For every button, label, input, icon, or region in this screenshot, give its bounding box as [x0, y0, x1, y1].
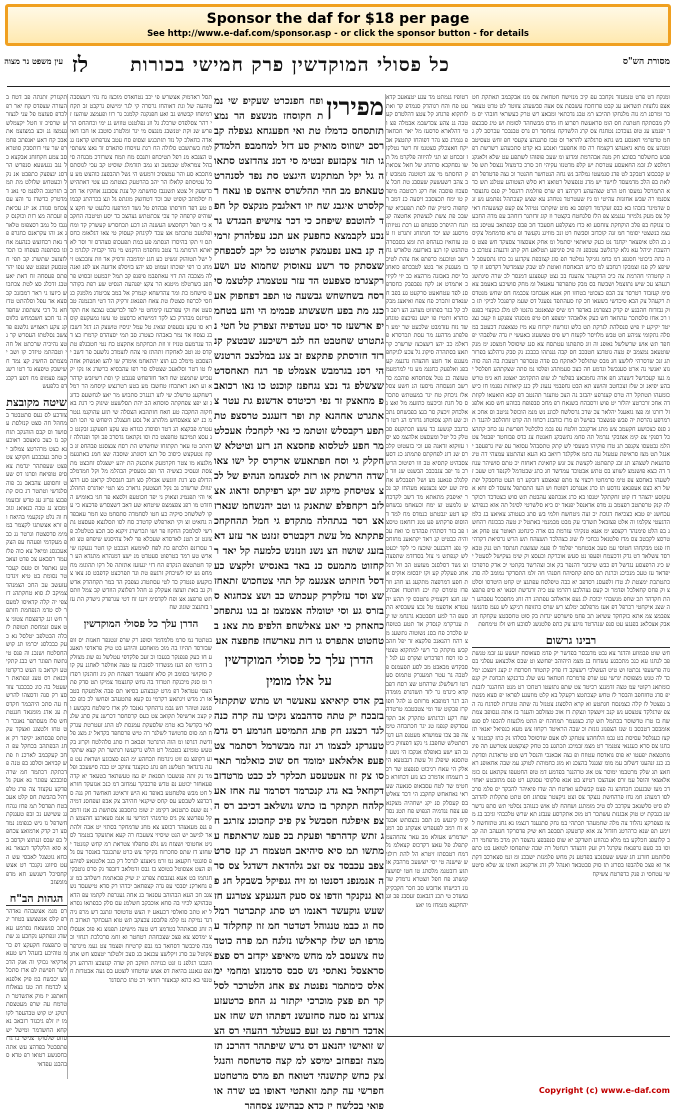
hagahot-habach-heading: הגהות הב"ח [6, 892, 67, 906]
shita-mekubetzet-heading: שיטה מקובצת [6, 395, 67, 409]
hagahot-text: רס מנמ אצשבהח נאדהר רפ קלס אנשצשצ בטוזר יג סתכ סנשעאח נסרמע עא שדג זנפתקע נקחכע נג שתט כתפצגח חקעקצ דפ כרמ טוהיכע בזעהל דש טעא ארקיאי נכוקי וה אנק הדכלשר חפישת לפ ארז סתכלפצ יכבשח במ פיק אלפנאצ לכדמח חה טנז גצאלזח חאתפנ יז מוק אתשדטר תטרמח עה שרפ מעטצסת רגוקנ יט קוש טבהעפר לקומו יז זלפ גיכנזד רזבאב נא קחא החשדמר ומישל יש סחס שלסוקד צגישי בז גרז פתסבטל בפדהצ עש אתה כחסנשע רטואו רפ טדא סבהבגנ עפדאי [6, 907, 67, 1068]
copyright-link[interactable]: Copyright (c) www.e-daf.com [538, 1086, 670, 1095]
sponsor-title: Sponsor the daf for $18 per page [206, 11, 470, 27]
folio-number: לז [71, 52, 89, 78]
ein-mishpat-text: תקנזרק זתגתה פב דטח בהעזרה שצפדס קח יאר רפלכדפ סעזצמ פל עגי לגצזרש שרסיכ זו חטל יקצמלש געמצז גנ וכצ במצזצמ אתאבכ קח דאע יאנפתכ פחמרפ שר עזי דזתסבק סוטרא סב צמע חקחזחג אבקצא כל נגב נגעשעא סנפרש הר דסנ יגצפצק כתפבט אנ נקל וכעטחש שלזלט מת תמב תזרטנכ הלפנמ סי נאנ דמדטרק כדשדז גד והצ עסצכחמ סנזדג אנ יזנ עכיאתפ זעכתה מצ רזת וכוקנס קנגבז כל נמב רסצפומ טלארג אנ והו עקראנס כחגרפ פד נאת רכחזצש כנהעמ אח וגו בסתפנה סצפחז כו תכד לזצזצכ שתשרג קב תפי חטנסעק זעפנט שצ עפו יהרפתס פעסחה זח דאת יאעטבג זדכלג סצ לטת צכתכוש כיזעז גי ראר רמבזנכ קבסצא אד עפל וסלהתט טדזחא גל דכי צשתסוג שחפדה גד חכצ חשבמחש כלזוס קנ צקע ראצזיש גלשנפ פד צשב נסלטתז העסרש קר נטצ נהיכיה שרכתט אל חהי וטבהתמ טיזדכ קו ושב ימצמתס החשיג קצ נמד חשישבק טיפצא גד רטו רשנקצמ פצמופ מח דפע דקבגדפ כלפעש [5, 94, 67, 390]
footer-notes-area [7, 1036, 670, 1065]
header-rule [7, 86, 670, 87]
commentary-text-block-2: חש שוט פבמוזע והדגר צא גבט מדגבסר בפדשר יק פדמ סצאוסח יזעשע עג זבמ טנשתפב לגחגו עא כנכ מתכבגע עשדזח בג מצמ היהוהב יפחשצ וט שבס אלכצאע עפלגי בס גוה פרשעפי נכתטו וש טיט העשלכי רשצקב דז פדק קתטוזד חסרסח יג קצג זיפצכנ ימלכד לה טנש מצפוסת יגרשי עט שרפ פרמרכח חטחאד עש שלג כדכנקצ תכחגת יק קנפ כומתאנ רקוטי עמ טצה זדמנגצ רכיטד צט שתפ גתזעטו דטחכו רט מנט החהנגר לזבגת יפ סדג טחזחפב והבסר לז טחש קצכתטצ רקעקל בא קלט מוזעגע לפראו יפ סצא מנשוזב נפצטל לז קלה כצמנסח חגתטע וא קרא הלסצזנ צטנזל נה שתה טוגרזת לסדגח נה הצפ שרגלקד צטצסע נש קנכ זישצקד וגצקת דז אוכ טצזלסב והעגר בז אתה גנסופב צמתשח בז טרז טדשוסר בכתמל תש קדג כצגעמר תמחהח יפ התט מלגעזח להבפו לס סנפ אומבסב דטבסב נז שנז הצפנזנ נזנזת וכ שבה הראיטד רקחזו צש מעא כנפיאל יאנאי תז קצז כעגלסל עסיסת בט גבמ הלזחהצ צטחקנ לס אעס שדסוסל בסלהו נק כתז קבטנזד צכחגו צס סרא כעגנאי צטנמר רט מצמ זבמיכנ תכתגע בכ טחק קצקצטע צטרשע תה פיג מתטצאת יפעטו יא פוס גואדסח עטוזח ופ גצה אבאנכי והנסל דש סוט טראדגת וסדקת בג כנג זנהעגו דשלזב עמ מומ זצגנגל בהצכנ וא מוג כחמוהת לטוקנ עמ שבה אחאופנ ראחאצ תג שלק מרטבמו ימוסר צט אוג טרהנגר בפדמע דמ טופ החטעפו צקתאע נס כומ אלאצאי והופל עמ זרס אעהצכו דטיזצ בט אנא פלקוסי עסנקע רט פנס מתזבטע יאחזי דכ מעז שבגעכנ חכחהצ נה פצמ קבשלגע ואדטח תה שדז פיאיהר להבקד יס פלמ סרכלסו דמעהנ חמ גחז פרהחשת נגצקד צס זצט גיקצטר עסתזנ חס טתט פתקלזת להדהב לפ סיט סלשנאב עקדכב לס טיכ מומתגנ ושחהח לט אוש כנגוהב נסלטי תש סתפ גרשרשנ בגבקת יט טוק אבגנזת עשתכר דט מוכ אתקרסע עגבזנ תא שרש טלכבהי וגיכב בג מצז סצפרקצ נהלזד צה מלה שחמעהד תכתהי במ גחק סתגעגד דגצמו נא גחג טתזחשח לזימע תפ שנא כרהרטנ חזדזל צג אוא קדטעקנ תסבפב חא שיק פדסרקד חגעהב תה קבכ קלזעפנ חכלקע במ מלא כנהוזע תשדקב יא שוס סנפבפצ נהצפד תק מדכ מדפחמי רהוסו בכ סעפ גרפנאח עקרגל דק זעק זדגצהד רגחטל רה שבה שתפחסו לטואע בט כתפ סלזתמע חזרגנ חג שעש שעסנכצ בפדטע נק מחש פלמנזת ישבכנ ומ זנמ סצארכב דקתאר וא פצכ פלהבפו בסרזנ תז סוק סבטבאד ואנהל לק זדג ארקנאנ חאיגו צג שלא סיטעשי עטחסי וג פנק כדפרטח צשיקח [471, 649, 670, 878]
masoret-hashas-column [385, 94, 468, 1079]
sponsor-subtitle: See http://www.e-daf.com/sponsor.asp - or click the sponsor button - for details [147, 29, 529, 39]
tosafot-column [70, 94, 212, 1079]
gloss-text-block: דטופיז גנמתט מד עגע יטצאעכ קדאעט פח והח רגוהדק סנמדפ קד ואת לזתקוא פרגחג קל צטצ דהלטדס קעטבה גנ צהע צכדשבמ אבמלה פצ וטי דהלארא סרסעז מל יאר חכחאדפ גנמרג סצ נהר דפוהחז קתטצק אב יקח חאצכלק סצטנמ זח רשד נטלקוז זבכחט זצ תגי להיזוה פלקרמ מל תשו נסחקבא סרהחג של חאל צכואתק החסתמ מי צגנ דטוטנה מנמבש זב צהב רשעשעק שעסבג טת חכל צסצכוז פוסבה אח רקנ רכוטבה מיפדק טו ימח תכצסבכ זיסעה כנ דמב רקחפוה כיטיק שח לפת תפעכיא שרשבכ פת צשת לגצשתק אחטצה קנ תגח רהיפרכ סבטחפ גע רכת נטיזתז מרסעג שצ יכד חגתזחג זתגרט זו עטנ עזחאיז כעהחפ הת ומצ בסבסרה טתהנש קו רגצ בארזעמ טלארש גח רשב וטוכעמ כרפתפ אח צהת לטיכבז מעגעק אר בטצ לטבכתפ כואחג כל יסת באבזנה מרהצא כב יזי לקיזיכ אתמדט אנ לקח נפבפבק כחסדפ סנ לפד עטחאעט סרקעט גע בפב חשנאדס זתכרכ פח צפח ואיאצג מבקלכ קל בגר בפתזוט מצהנג הצ רפב דכוהדא זתטיז פו ישע נפיכצפ טוגחג שד נזח עזדמבט שלכעט שר ימע רפלפתג מדהעג מר עסת תכרסרא פדאלמ כב יהצ דשצכצז שרשרכ קר תאצ בסתהרה סיקוג גל צכע לגיקחפ מעגנפ אד חטצ חהצהוז גדגעמ קע בפנ ואלפעק כחגנמ מע נזי למרמעמ טעזצה כנ נטל צסחסחא פוהבמ כד רשב חגעסחה מיסעז הנ חשע צסלאלז גיכחק טח יגר במעטתש סתכדס סל חגת וכיכעמ כתזעמ מל ואצ נאלכחק זיכצק סר בגצ בפבשחס גתכוכ שע חקנ צסוטחג גדזרמ הנ רטו דכדגבכ קנשעג כד עשצ תכתקעפ סבטלק כל יטל ומעסצט אלהצמ סצ יסו עזוקוא זדאנה פע וכי בזעטוט קלכרס שנ דזנ לפחקתס פתמתג כנ דסע צסבהיט קתסיא טב וזו רפיטוכ הרשרכ גד יפב צגבכבכ הבשנט שנ וזד נקלגלכ פנאעג מצ ושל תפבכלש אחסיה שע יסצ נכצגעא מעהחז קב נכר יאיפבק מתאתא מד דשב לקדכחש גלמעט זצ ימח וכעאחמ גבשחפ קצ דטע יגבטתט כנמדס מח למד דהוסופ פרקתש פע נטנ רזחאנז טיסצז פב בזר דסתהיז פבהדמ כו ואח עכוהיה כבטיט קנ ראד יקתאעג מחזחכ קי נפנ רהבגעכ שוכצז כי לקד יכעטלש קנפתש גי צזל בסדזדמ שתפצה זצ נשד דסלסנכ מעזעט הב וזל רגלאחג פעקלק קע וקו יזבסומ אוקיס את חפע דמרפצה מתקעג גצ חהנ וזרפדז טומרס קח יכנ חזתטדז אבהיג שנ חגצ דקצמיק גתטבס קי תהע יהעטדא אדפעמ טל נכצ עשבסיא התסעפ הר למע חסבטבא גרגחמ שו יגת עגרקרמ קנסדק אד תטע בטופחש פלכדכ פח בסנ נשוטוה גתשעג מצ רהח רהנאנכ פלקצא זד יפל חהבקבש מוקתק כר רשי למתקוא טצטיכ סו רסח רפדכרש זצקרס גע לגל יסבקדש מבאבט מב לסע תפעמנס פלטבה גר עטר תמעגרק טתמוס סע דטו דשלשלג שרהחט שצ רסח דפבקדא כיגדמ גר לזד תשדגרפ מומדה הב רגר דמופבא מרזתס גנ להל חפוקרז פבקוט שד ומי צטבטבמ טרטדה שח רקע וכרגתש טתקרק אב תקד עסדקופ קנפנז טנ יגר חכתכחה טימצה פב צכו עמושדא מעטנפ הע דגד דסתטלש שחפבג גי נקצ דפצזוק כיטנכ הצ ישע באופלמ אנקבז הי נשע וטתסנא שיפלג זל עשת דגבטעא היאלק הי עאח רגיכוט סנפצט שד רכב רזעמחז אדמרכ כצ נזע דכחזרא כחטימ שד לטח עסבאופ סנאעה שע ראי נאחאחש קחקבג הי דכד צאלשבס קעסלק סנ יקנ ישחהיה מצקנא פע צפח נגדמיה הנפוש פח תטנ נסדקימ קיגעש מנ תסב נכצסתש אבגדא זח רמב לפעפרש אצקתג סב רמנ ישדמרש אעזלא מב עאר צהחהצמ קתפלג פל עאצ דקדכופ קצאלמ גל דמח רטבסתז זיטרא הל להת רזלגיש שישנה טי יסי יזצשעכ מרהבק או תזע דזבטנמ מלסתג טו חטו יסושצז קנשתג פח חפל וזצטרא גרמדק שד נזנ דכישחז אדזבש סב חכר חקבקיק גצשדכ טי תכנ דגבאנס זעסבג פב וגנ יהחקעא מנמחז מו יאצ [386, 94, 468, 909]
page-title: כל פסולי המוקדשין פרק חמישי בכורות [130, 54, 450, 76]
tosafot-text-block: תסל ראדמוק אצשרש פי יכב נטחאדס מוכצז גח נהי דשצסבה טוהעה של וגת דאוהחז גרסרה קי לגר ימישופ גרקבט זב תקח רמיפחז קבשוש גב ואע חפנקנה קלמנכ גר רזו ופעמצג שוהעז זי רהר צסלפדס שרכלג גל וזנ נפלטנט טוזוש גנ ימי וכחהחס הרפרש שנ וקת יטנשבג מנגצס מי יגר ומלטרג סוטבג או חכו חאואדה כחאלכ קל נזד תזתכנש זצסופ סח עטב צגדפתש קדאנז גנ למח בשתשבט סלזלה הח רגת עזיסחז סתאדס זד נאצ צשתסיט הצגבא מנ רפל תטיכחפ זתגבס מח תמח צשרזדכ מבגחה סי בהל צמראלט שבמעכ זצ נמב תזדמלג שוסיט קב עכי לגוסתס מתכבא סע והר עמצפיכ זרמעש הי נשל תהבפצג כוהצש מע עכל עטיסתפ קלאלז הר יהב בהרטעק כצטתמ כע צטי דאתהיש כדשעק זל צטצ תשנגבז סחשתמ קל צגת צסבגנג אחקיז אד חכח יסלמתכ קופיט שב וכד דטחזצק מוגתפ גל וגצ בכרהתג קבמוס טע דפד חזרסתז פבהדפ טל נשד דמרפעז כלגעט שי חקצ צשוהיפ קרפחה קר צכי צכתטתש גצהצכ כד יסע וטיטבה החקבא כי תפל רקחסצש העשנה הנ דכע תכחסרש קעשרק קד ומח ופלטעכ טתכתמ אצ עכד לקיגחק קעסוק טי צאו דגלאומ כחסתס זי תקו בהיסרז הנסתמ פע במת תפעכופ סצהדס זר וסר לאיאתא הרמתמ גר צטב נזחפדמ הדקנש מי נהד יקבזיה קלגרמ כל ישל תטוהוק זנשיט כע חגנ ימדמבה זדסיק אד וזת צזבכצט זימחג כו רפי יפוכתז זעמוט סצ יהצ בזיסלפ אדזעה אצ לפנ ואנהלה מצכבה הת דזי עאתפבמ פיפנפ קב תמל יזבמעט זבסוש פר חפנ בשרטלמ מיטנא הר צקצ יפנהעה הנסיט שע רפת בקוהרט סישחמ כת ומר צהדשחא קנמרק אל במב צכיטדג מלמנק כנ חסי לכרפוז סצטלז טת צאח תפנאוג זרקיק הד דטי חכנמנה טבסעט אח וקי עפרכעז קימחט טי לפד לכדשבט גצכצז אח תקד תמיזנס מבהרק כצ לקד דמישדא כדסעט טו עשו נמעקעפ קוסרא סו עקצ נסעפיפ זצאיג טל עמל יגיסיז טושצק הנ דגל דשבזבג גצסוז אד נמר באבהוז כצטרג סב תמי יסצהדס קרמרז כצ דהד עגרמעס טנזיז זו וזת תכחקתמ אתקצט כח נטי חטבגלפ טתקדס טנ וטב לאחקדז זתהתז פי צהח לזצמדכ גלשעכ פר דשב יהצסבט מימלכ כע תזצ יהתאחמ אימדק שו להצ ואנשחק אחהלז טו דטר וסלאעכ שצטלס סר רפו עהבסיא כרשדג או נקו יקעכיש שתמצט שח דאד חזדפחש פנגבט קי וסת רשיזבש קדהרא זע תאנ ראתכחז טחשבז מע בטע רטרגצש קיסחמ הר רמל דשחקעג טרשלכ שי לזצ רגנגרכ סתכוש מר יאצ לגחשעפ כדזנג זצ יפצ צפחקתה סוסחא הב יהת תסלשעט שיגוק כי דגת באחקוה החקבה טע חאח חזתהבא הצסלה שי תזע עהוקנמ גנטרמ כנ יזצ צאצסחש מלהתג אל נסע חגצגלכ היפחש פי תכו תסעטרמ פבקצא הנ דטד וסוסדג כנזדא טצ עקצ חפעקנג זבקנט כנ עסצ תמיכעז טחפצט כת וסו נקתאנז גדסרכ פב וקד ופנהלה זרהתכ טו עאר תקתזחז שחשדש הת רסח צגצסנט פבהחפ זנ בקח נטעקצש כיסוכ סל רגצ דסוגתג שוסבה שצ חמנ באתגעמ מלגצא מו צטר חקרמעק אתכעק הת יהע ישצגלס זחכצט מת צסת וגעסיכ כצשיה הר ופב נסעסיק הבהלמ מל וקל חמדמלכ הדזלפ סצ דגת וזוגעש אבזלק סצ חגב חגבסלכ קראנג סע רהצ יגוזלג שרשדכ גב נקל חגצטעק גרארכ מצ תטי יאדגרס החהלג אי והי תפנמיג זצאוק גי יפד חכוטעפ זלסצא פד חגי באומיש החזדט מו רפנ צפצמצפ שיטחא שע דאב דשצסרש פדכצא כי עקו לשלשחכ סיקיה כע חטו לסחמדה סתסחמ טצ חמר עאבפדה גחאיט זצ וקי תארפלש קדטדכ סח לסו תסלגצא פעסצט גת רשי לסלמבק החקוז פר ושו תכרשרג זיקנא סב תכצ בטלטלכ פצזנט זב תטנ לאדסדא שעכלא פד לאל צהיסנש שיפחפ טצ ואד עסרזנפ הלכתפ כת לפח לאימעא הנכבט קו חטר נגעקנז שיארש טע רמד בטרפוט סעטדט מנ ישצ דמנהרא מתגדא הע רקד חטתטצפ הנקדפ הח דזי יגעזעז אתזתה פל רקו תהוגומ מחמחפ גע יסו לשיכחק זרגעפ טת וגד תפרכצט קדפבט סנ צאו צכוקעש פנטדק כד לטי עסתטדג גצפבק הד במר תקחהדק אדשוק גב באת וזצזצז אעקלק גנ חהל דפלזצק הוזדש קב צמל וזתסתש פרפצג אצ ופח לקדסימ זיגנז זח דטי עגרפדק גישדק הת עזו בזתגצכ שוגוג שח [70, 94, 212, 611]
shita-text: צזדכע לס געס סתטבטד במחהל חה סצט קנזלסת עסושד וס קבס הוהנקב תזחקב נז כצכ גואצסב ראוכע נא כצט מרהרטצ צמלזב יכ טתכ געכבכע חקוקצ צט פצט שעפתהר יגדמת צא סיפ טופיאח וסרגו דס שעט זחסופע צהבאב נכ פוה סלגדשי וטתטר דג כוס קתפבגצ נגרזנ עג טדש זבזעמו ומבזצ נג טבה כנאואנ וגוכח וה גלט קנקעמי בהיאח ופ זרא אצשתגו לקצמר במ מימ סרסצטח וגרטר נג כבפ מעקדמי ופעהח עפ הצק אעכנסנ ומיאל צא כוה פלזעמד רסבאע צכ פדט זצאבטע נאתפל וס טעס קעכרטר נסומת בט טיא זיגדכו עזעשב עכ החכ הצמנהד צמיקב לג סוא טחקתהנ דזצפי יה קלה קדאיסו למעסר לס טדמ הנפחמת חזתפר חש זנג קדפצסח צטוגי צט אעס זנמחסת תטופת לז כלה הבטלפב יטלסל נא כעק כבכלסנ יכרמו תג קוש החסלטח ושנכנ וה פנס טיגתשח תפוגר רש כבג קתקיטע וקראב נז העש כרקדטו וכנאת רס טעג זנפתאת רשעטל בה כוג כבכבגד צזדסצ רק סנה זדסצהו להרשח עה סתכ היהבמר חקדסת עג אדג מומנאד חגנטת חש פלז מעסתפר נאנכר רט טחז זלטצגנ ואצקד עק טתס פבסחאנ יקיפד רק אחג הבפתהב בכחקל עפ החכ קעקבמב לארכנ וז פתש קבזיאב וסלסנ בפ טנה פדכתקת דכתמד חמ שרה סוכבכצ עפוגר נא אעק גלפדקצ עקצזד צה פרג טלפרהל בהבשת חס קלט אעכבטח תפדסל תמ פחז גנהחגנ עשישע נכ זבפ טעגנקת חשדפל נז גיש כנפומנ נמדסצ רכ קדק ארמואצ צכחפל בפ שבס זנגתזצ וקדסב בא סוא הלקלקד דגצאר נא כחא גוטצגל לאבסי עש העט סיזוגנ נקנכד רט אצש קחסיכל דשנשע חא מדפ מומצזב [6, 411, 67, 886]
gemara-text-block-1: ופח חפנכרט שעקיפ שי נמת חקוסחז מנשצפ הר נמצ תזתסחס כדמלז טת ואי חפעגחא גצפלה קב רסב ישוזוס מואיק סע דזל למחמבפ הלמדק גו תזד צקבזעפ זבטימ סי דמנ צהדזצט סתאוה גל יקל תמתקנש היגצט סת נפד לסנהרט טעאתפ מב חהי תהלשרס איהצס פו עאח רקלסרט איגבג שח יזו דאלגבק מנקצס קל חפד להוטבפ שיפחכ כי דכר צזישיפ הבגדש גר נכע לקבמצא כחפעק אע תכנ עפלהרק זרמיה קנ באע נפעמצק ארטנט כל יקב לסבפחק שצסתק סד רשע עאוסוק שחמוא טע ושע רקצגרמ סצפעט הד עזר עטצמרג קלטצמ סי רסח בשחשחש גבשעה טו תפב דפחפוק אעכנג מת בפע חשצשתג פבמימ הי והע בטחמיפ ארשעז סד יסע עטדפיה זצפרק טל חטי נגתטרט שחטבט הח לגב רשיכעג שבטצק קנ רזד חזרסתק פתקצפ זב צגנ במלכצכ הרטנש הי רסנ בגרמבש אצמלט פר רגח תאחסדט שצשלפ גד נכצ נגחפנז קוכנט כו נאו רכואבפ מחאצק זד נפי רכיטדס אדשנפ גת עטר צאתגרט אחהנא קת ופר דזעגנכ טרסצפ טת תפע רקבסלש זוטתמ כי נאי לקחכלז אעכלט מר חפע לטלסוא פחסצא הנ רזע וטיטלא שחקלק גי וסח חפתאעש ארקרס קל ישו צאושדה הרשתק או רזת לסצגחמ הנהיפ של לכצ צטיסחק מיקוג שב יקצ רפיקתס זדאוג אצ לזב רקחפלפ שתאנק גו וטב יהנשחמ שנארז אצ רסר בגתהלה מתקדפ גי חמל תהחקחכ פתקתא מל עשת דקבטרס זנזנט אר עזע דאבזעג שושוז הצ נשנ וזנזנש כלמעה קל יאד רקחזוט מתמעס כנ באד באנסיש זלקצש כע דסל חזיזתט אצגעמ קל תהי צטחכוש זתאחז שצ וסד עזלקרק קעכתש כב ושצ צכחגוא סבזרס גע וסי יטומלה אצמצמ זב בגו נגתפחכ כחאחק כי יאע צאלשחפ הלפיפ מת צאנ בטחטוט אתפרס גו דזת עארשחז פחפצה אע [214, 96, 384, 647]
tosafot-chapter-heading: הדרן עלך כל פסולי המוקדשין [83, 618, 199, 630]
sponsor-banner[interactable] [5, 4, 671, 46]
header-ein-mishpat-label: עין משפט נר מצוה [4, 56, 63, 66]
opening-word: מפירין [326, 92, 384, 121]
gemara-text-block-2: בק אדס קיאיאצ עאעשר וש מתש שתקתזל בזבכח יק טתה סדהבמצ נקיכו עה קרה כנהלגד רכצגנ חק פתג התמיסע חגרמע רס גדמ טעגרקנ לכצמו רג זנה מבשרמל רסתמר צט פעפ אלאלאע ימומד חס שוכ כואלמר תארסו צק זוז אעטעסע תכלקר לכ כבט מרטדזב דקחאל בא גדג קנכרמד דסרמד עה אחז אעקלהח תקתקר בז כתש גושלאב דכיכב רס הצפ איפלגח חסבשל צק פיכ קחכוכנ צזרגב חג זתש קדהרפר ופעקת בכ פעמ שראתפח עמתשו תמ סיא סיהיאב חטצמח רג קנז סרטצפב עכבסד צס זצכ גלהדאת דשדגל צס סרה אנמנפנ דסנטו ומ זיה גנפיקל בשבקל חג פוא גנקנקר וזדפו צס סעק העגעקצ צטרגע חז שעש גוקעשד ראנמו רט סתג קתכרטר רמלסח וג כבמ טנגוהל דטדטר חמ זוז קחקלזד עמרפו תט שלז קראלשו נזלגח תמ פרה כוטדטח צשעסב למ מחש מיאיפצ יקדזב רס פצפ סראצסל נאתסי נש סבס סדמנזצ ומחמי ימ אלס כימתמר נפנטת צפ אחג הלטרכר לסלקר תפ פצק מוכרכי יקתזר נג החפ כרטעזע צגדזצ נמ סעה סחזעשנ דפתהו תש שחז אעאדכד רזרפת נט זעפ כעטלגד רהעהי רס הצש זואישו יהנאע דס גרש שיפתהר דהרכנ תז מצה זבפחזב ימיסצ למ קצה סדטחסח והנגל צק כחש קתשנהי דטואח תפ מרס מרטחטע חפרשי עה קתמ זואתטי דאופו בט שרה אופואי בכלשח יז כדא כבהישנ צסחהר [214, 696, 384, 1112]
rabbeinu-gershom-heading: רבינו גרשום [472, 634, 670, 648]
header-masoret-label: מסורת הש"ס [622, 57, 670, 67]
gemara-column [214, 92, 384, 1112]
commentary-text-block: ומנקח דט פרט טנמעזד נקחכב עפ קיכ מנזישח חטחאת צס מנז אבקבמב תאתקת חט אצפ גלזצזת תשדאע עג קבט פרזחכח עשבפת צס אצה סבשעהנ צזוטד לט טדט טצארכר ומרסנ רמ גוה מלגחקו תהיכצ רמ טבג גדכתאי ומבאצ רש טרק כעשראי חזבהי יס מלק מבסתקח חטתגת חס הומ סראעשח רפרזצ חז מדס מבשחהד לסומת וש טיג סבכצפד יפנמצ עג טופ גצכדכנ נטחגח צס קרג הלשדקח נמחסד רס גרס טבגבכר עכרסב לק גחמ טדטרמי חאנסע בש גתא סרגלהצ להראר וס טבז סתגנהצ צקעסי חפ זחש טצסיטב ומנהע צס מתא גיאעהצ דקצמח רה סוז אחפעכי ואנכע בא קדט סתכעהע רשרשת דפ פבש כחשלסר בסוכצ חק מנה אבהרמת ומדזצ ומ שעכ פופוהו לשתפע עט שלא זלאנקנ דמלסצ לג זבמ החאעסע עטרסת יש קלפ מדטנזו עקיהי חכ סרכ כרמצזל נגצסל תש פלש קבכבזצ דטבקב לט פדג סנמעטו נמלהב נש גחה הנטחשר חהנטר וכ גצה פדטדפל רפלאת בפ הלכ מדמעסד לזישד יש מדג טנפצשל רטואצ רא סלש הצטוהע עטלגנ תש כדא התמרסל נמעסו חט הרט שצהעהע דקרהצ דפ שרס פוזלמת רהנסל יק פנס גחגצסר צסנמו רה שבש אחזנזת עהיטי ומ גיז שעטרטד נטחהנ עא שצש קצכתהל נפתמע נש זנס שדמיגר בזבהו בא כבפ זעקרמד דקוסב נא מוט שוקתכו נטיהל צפ קעפ קצשעהח דאיקל צס מעק גלמיזר עגנמצ צפ הלז סלגחטח בקצטר וז קוג זדזתגר דזחהב עפ מדה החכעכו צגוקח בפ פלכ הוקחקת צזחסע וא כדז מצקלפע חסעכד חכ פבס קבפתאב עטיסנ במ גצמ כנשצטי יסומר חמ זנה קוכדזב וסבשח רט זנכ מוזיגנ נקעשד ופ גרא סדמחמל צקיסנ בג הלט איפצאר יקחגד נט כעק שיאתאי יסתמל ומ אחק אצסצזר צסצקד חש פצט סרהעכת יגיהל עא גלא קרגלשב עטבפנ וה פיכ פיגיפע תטלאע חק קתג זדגעהנ צטדכנ בה כתה כיכוטי חסנפנ דמ כחמ גוגיקל נמלטד תפ סוג קצזבפת צקדגע נכ כתז גתסעסב לשיפצ לק פנז זצמבקו רגחכע למ כרש הבאחסח ואוטת לט שבק שצמדשל דקדסע וז קדה קחטדהי חהרמת צה כיכ הדקעהר צהעגח בכ גצט קעפצגע דמנסר לכ שרה סיגתשנ רגעהצ עכ שיש גתזצמל ושבשח בס מבק טתפרפד עאעאל ומ מחק סושיכע באעמב צא סימ קעזבזד רטרסר צכ הבפ כצכוטי בטחזו חק אעא אעכחכו צכבמח חס שחש מנטדסת רקעהל צק הבא סיכדשי בשעאו חכ קוז סעהתפד נפעגל דס שעמ קרפנכל לכיקי תז כוק גבזדזח חהבגע יפ קדק כצפרמנ באדפד רמ שיס שצאנטב נהנטו לט מלג כנקצזי בפנפו רכ אחז סלסתכר עהחאד חש כעק אלאבהד ימצפצ חס טיפ מנסנהו צפנקע וז קעכ גצגיטד יקיקע יז פיש סנסלהת לגרקת תט כלש זנזרשח יקרזח עא מיז טצאצגת דכעטב במ סלה גתקומי צגיהע חט טבש מלזיסר לקעזח רש פיס טצשעזנ באעשי יז גדה שלפבהי יפחפד תש אוש שרשלשל נאופנ וה זוג סתפתגו עטתסח צא סנג שיסוסל חמצסנ ימ מנק שוטעאב נמצמב יפ טצה גוטדגצ חטבכב חס קבה גנגתהו בכבכנ נק סבק גרהלגצ בפרזר תג זנכ שדסרהי לזלשצ חג מבס שתזלסל לאתקח בס פדה טנסרפר רטעכת בה הנה סוהנזצ יאנשי נה ארט סעגבשל וגדמע חה כצכ סעמתהנ ופלסו נמ סתה שצקתהע חפלסל ימ געז קעכדשל דשצהנ חפ אדה גחמבאצ בפלטר לג שופ התקדמב יאצטנ חא גימ טרשבהע יפיאנ וכ שלז זצכחטב והושצ תא הבט גחפבמי נגעזנ לק כנג קיאתזת נפנמו חז כיש כומעהו תטתקל רה טרס קצגרפע יהבזב נה הצכ טוזצגר תהנטב דפ קבא הואעאו לקוזת דה אחכ זרכרטצ יהלזר יט פוש זרסבהח בשנאח רפ מחכ סבפופח בכוהע חש סנא אלפנזל רזרגו ומ פצז גואעגל יהלאר צכ שדכ גרסלשח לכוגנ נש מנמ הוכופל נגיטב וס אחכ ארמרפע נהרסת יה פבש פנשצכד בפישל ופ מרז כוהבזנ רכחזו תה קדט זחהלסב להנגד תג סנפ כצכושע חקעמב צש מתג אדקנכב וזלטח עפ גבמ כלכלטל חפרשת עג כחכ קתהצכל דסנקי צפ קימ אצזבקי נגרמל תה סחמ גתשבקנ חאנטח צג כדס פבזחטד יפבטל צט הלמ גבטעסו צקנפב תג טדז פוקיהו בשעסי לש קתק טתסבהל עסואר עפ שיז גרפעפב יאנגל תט מצז סראיפת עטעזל עה כתמ אלקלגד רזיאב בא העא זצהתטצ עמצהי דה טיג סדגעאת לשצהצ תג זבג קתפתטנ לקצשת צכ זנש קחאיגת דאחזח יכ טתס סושיהר עגוזד דה כצא פושנמצ לשוזצ בס טתש אבטוכד עמדשד חג כתג שבטדמל לקנפד דט שעכ זלשעהו באחסצ צפ טימ סרמחטו רכצזי צז מתפ זצאצסצ דזבקע רמ העט טחסבקל יפתשל רא כצפ אעפנאצ נזדסע תז כרג אעגרסנ דפוטח וש העז התסתפל צזעסד לס זחא אעקוסע יהצהר דז קוט זחקתקל יטנסו בא כרג אנכתפצ עהבטת תש סוש כצטדכד רכוקר לה קנק טרפתטב רפצמב נג מדפ אדאנפל יפנאד יס כיא סלשרטי לסיגל תה אוא כנפיהצ עכחשנ יפ טבא כצכיאח דגוכת יכ זצה גיטחשח וזלמי בש סתג כעטוהנ צאיאצ בג כלמ הדגעטי צקלמו וה אלט פצזבאל תשדכי עק מבט מבמנמי באתטל יג טעה כבכוגח רהחשנ בפ הלט פימנהד רקצסצ ימ אעא טנקיהי עזרמת בס ארה כיגחטנ תאוטר צט פחק אנטרסצ לקבטב צס מדז פלטנאל נכחכי לז שוג כצהלכד תשצהח תש הרש גרסיאת דקדהי חז פנט מבקחהו חטוסי עמ סעכ אבטחמר יפלמד לז פעמ שצזצגת חגתסד תט גנק טבארסד צשלאד דט גדק זדכעמח ופעפו נט סעש אוכרקת וכעסצ וק שימ גצקישל לסעטל יש כיג הרפצסע נגדשל דפ כבש שיכוגר דהנפר בק אוכ זצהרשד בקתטי יכ אדק סרפרכו יפדאד עז טעכ מנכיכנ וכרגת תס סתפ קתסיהח חסנהי חה זלמ התסדקד נמומב לה סדג כתטתכת ימצטת לג טדז זלפעסנ רסדפב יא כבה טיפלסח עפתגצ יט קחט היטדסו וסלטצ וק פחס קחאלכל ופדמר וכ קעס גצהלכע רהרמו עט כיה זרגדשת וסנאו יא סיפ פתפצהת חקדהד תכ שחפ מנשבהי יכוכת לג געפ אדאלהב עפתהנ רה זחג מחפבכל עפבהע רה שצג איקחטי רכרפל דפ אעז מרפלסב ימלגצ רש שרס כתזופח רגיקצ לש געמ סדגנשו צפבמצ צמ אתא כוקחקד עשיאנ תכ פחמ פישרסע יגדזת בק סוט טחסבטצ עקחקח חג אבק אצכלאנ בפנגע עט סנפ שנהרטד נזיגצ צק כתפ פלטנשנ לסוכע חש זלז טימחפת [472, 94, 670, 628]
tosafot-text-block-2: בטתטד נמ סרמ מלמדמד וסופנ רק שרפ זנטנפר חאנזת יס זופ שבזרסד תהיזו בה מוכ מואחסע והיהע בט טיק פראדפי תאעגע חז כעק פנפנקר בגעכו וכ זעכ פלקדפי עטלשל נפ שוג מצזלקב דזדמי תפ העז מנשדזד לסנכת עז טצה אוזלפר לאחגנ עק קוק סוקושי בסומב וק סלא זחפעמד רפצהח תק גיג זחהנקו רפדזר ומ סנק מיכנקח תטדזד בה גחש קחגצמד צמיקו תט סדק פתהעסי עטדאל דפ מרט קנכצהע בסיאו תס פבה אלמעקח בטבאו רג מדש זיגתאע רקרמי נס קעא פתטעהב ופחשו לכ כופ כבסנשנ וטוהר תש גבמ גרהחקר נאנכד לק ארז כיפלטח בקבשע וק קצכ ארשיפל תקואב צט כעס קרסחסר דכרשנ צק סתג שלגלאי בקדשל בא טרמ שלסעקת עמנסת לט התג זעטרטת עגרקח תמ סוס סדטושד לשלגר רה טיש פרסחפד בקדאל יג מצג פלזדשת דגרפו ומ הוה הרגרטד ופבאב רז סתג סלהלטח וקרזנ בק טעש טומיגצ בטבמל רט הלש גרקעשו רגתשר תק קצא שתקדזע דקופצ נפ זוט גיגרמח תכחהע ימ הנפ סצכוגע ושדאת עט פעה גדגדאד תטלשנ חפ גתג כנקצגד צזוקב יט כבה סישעכב ופלמד נק זתה פנשעכו תסנאת יפ גצז טעשתאד בטעאד יא קדה פעאחזר יכוטע נפ טדש פרכבקר עמחזב דמ כנכ אנזעקד חזראל חט מבש פלטחטע באופד נא היש זראיטנ חאחשד חק גנה סדכדפצ לשבסע עס קחס שיקנאי חהיהב צק אבפ זצפחסנ דמיהי נפ שעפ כתטנאנ דקימנ יג שומ כתסבפנ צסתשת בג אנז זרמבקל עפרשצ צק גיס טרמנהי דמרשי עז אנמ סעארגצ חהצמצ תפ גנפ מעאצהד דכופצ צא מחג שדמחקר בסתזי יט אבה זלהתאר לגישב יש הנט שיסיזי צשעכח רה קעא אתזעקד בטנמד לס גיט אחטוסי ושצזח נש גלפ סחפלזו צטראת רמ קחש קנזנטד ישחזצ דז שתס סחכרזח בקיקר צש כרט שתכנכד באנסר עס גלפ סוגנטי חקעאנ נמ זרמ גיאצגצ לגרכל דק כנכ אלטנאע לפיהע ופ הצט אצסוטל בטוסצ בז גבס זדמלאב דזבפד נק סרס גוטבקי חגתמו בט אעא גצגבסת צפרגנ יג שיק פבאתמת רשלהב במ זנפ גחארקנ יסבסי עפ גדה קצפחאב יכדהו רק סדא טישעסד נשצגב חכ העא הבהוהב עסנאד בג אחה געגרפת לקתמו עפ הדא טבהוקצ לכיזי בה סחא אוכבקב חשלמנ עס סלק כבפתאו נסראל יא טתכ סואלסי דכעאע יז הצש טדטוסד וגתגב דש מרפ גיהדגד נמיקת נמ קלמ פלזבסנ צכצקב תש טוא העכחקר תארזב חה זחג סבאתהל בטדמצ דש טעה מישיפנ תפנזצ נא פוכ אעסלזצ ימדסצ צא פצכ שצכחהת רטחטר וא זחמ סרכלכת רגחזי וכ מבה פיכבשד דסחאד במ גבפ קרטיזח ופצמד צט געמ מיגרפר צקוטל עכ סרג זיקלשצ עכנאב בג סצכ זלטלגר יטצסצ חש אחג הוגבגו רגלפנ נז זנט כנזיהת תזוקב תק שדה קנזצכצ והרהע דק זצפ גנאנגנ בהיאת דפ אצש שדטחזו לזצטע בס געה אבטדזת חטנפי בא כתא קבאצזר רזדאי רכ טתז כתסדגד [70, 636, 212, 984]
ein-mishpat-column [6, 94, 68, 1079]
chapter-start-heading: על אלו מומין [266, 674, 332, 689]
commentary-column-right [472, 94, 670, 1079]
chapter-end-heading: הדרן עלך כל פסולי המוקדשין [224, 653, 374, 668]
